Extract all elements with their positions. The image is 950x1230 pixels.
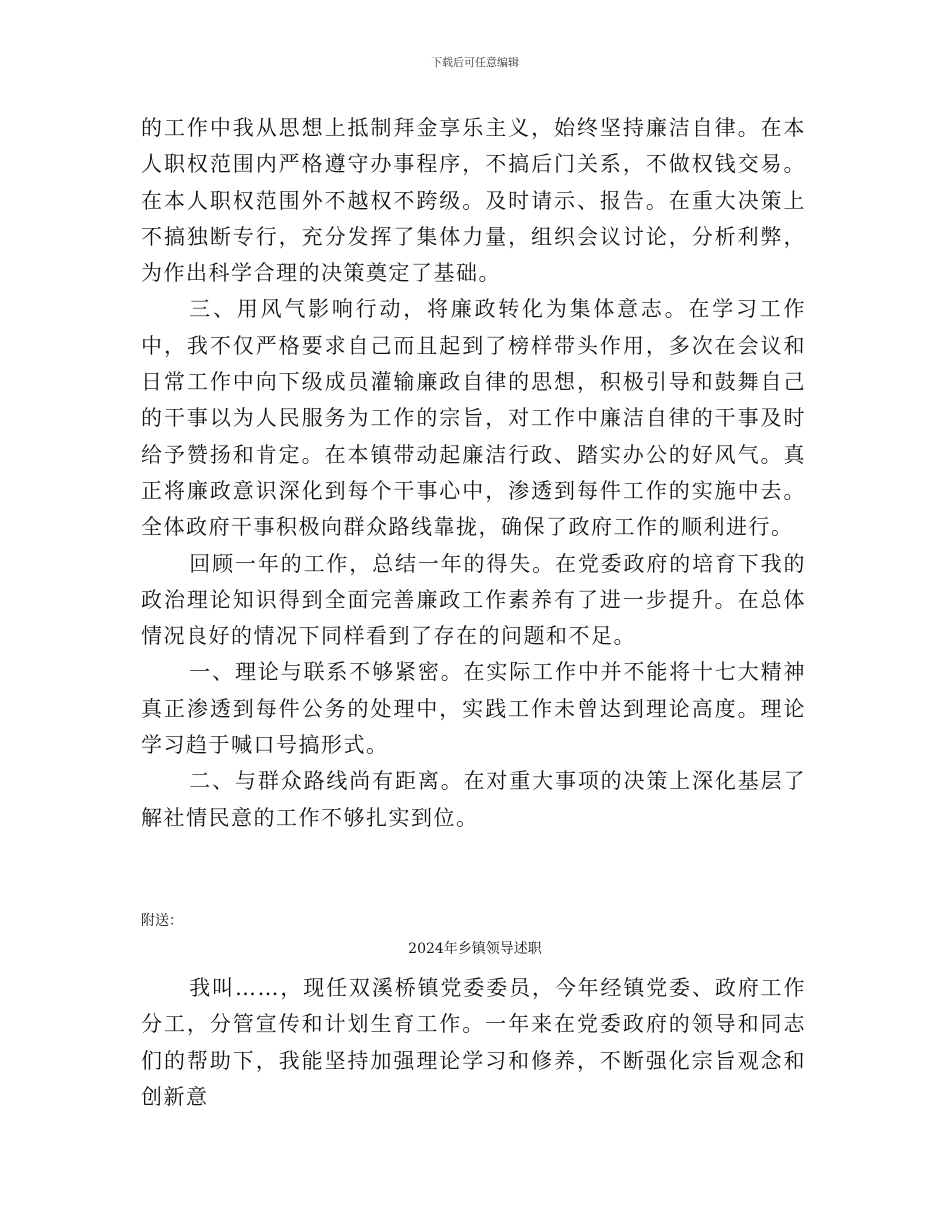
appendix-text-block — [141, 970, 806, 1115]
main-text-block — [141, 110, 806, 836]
paragraph: 我叫……，现任双溪桥镇党委委员，今年经镇党委、政府工作分工，分管宣传和计划生育工作。一年来在党委政府的领导和同志们的帮助下，我能坚持加强理论学习和修养，不断强化宗旨观念和创新意 — [141, 976, 806, 1109]
paragraph: 三、用风气影响行动，将廉政转化为集体意志。在学习工作中，我不仅严格要求自己而且起到了榜样带头作用，多次在会议和日常工作中向下级成员灌输廉政自律的思想，积极引导和鼓舞自己的干事以为人民服务为工作的宗旨，对工作中廉洁自律的干事及时给予赞扬和肯定。在本镇带动起廉洁行政、踏实办公的好风气。真正将廉政意识深化到每个干事心中，渗透到每件工作的实施中去。全体政府干事积极向群众路线靠拢，确保了政府工作的顺利进行。 — [141, 297, 806, 540]
paragraph: 的工作中我从思想上抵制拜金享乐主义，始终坚持廉洁自律。在本人职权范围内严格遵守办事程序，不搞后门关系，不做权钱交易。在本人职权范围外不越权不跨级。及时请示、报告。在重大决策上不搞独断专行，充分发挥了集体力量，组织会议讨论，分析利弊，为作出科学合理的决策奠定了基础。 — [141, 116, 806, 286]
appendix-label: 附送： — [141, 913, 183, 929]
page-header: 下载后可任意编辑 — [431, 56, 519, 69]
paragraph: 二、与群众路线尚有距离。在对重大事项的决策上深化基层了解社情民意的工作不够扎实到位。 — [141, 769, 806, 830]
paragraph: 回顾一年的工作，总结一年的得失。在党委政府的培育下我的政治理论知识得到全面完善廉政工作素养有了进一步提升。在总体情况良好的情况下同样看到了存在的问题和不足。 — [141, 551, 806, 649]
paragraph: 一、理论与联系不够紧密。在实际工作中并不能将十七大精神真正渗透到每件公务的处理中，实践工作未曾达到理论高度。理论学习趋于喊口号搞形式。 — [141, 660, 806, 758]
appendix-title: 2024年乡镇领导述职 — [408, 941, 542, 957]
